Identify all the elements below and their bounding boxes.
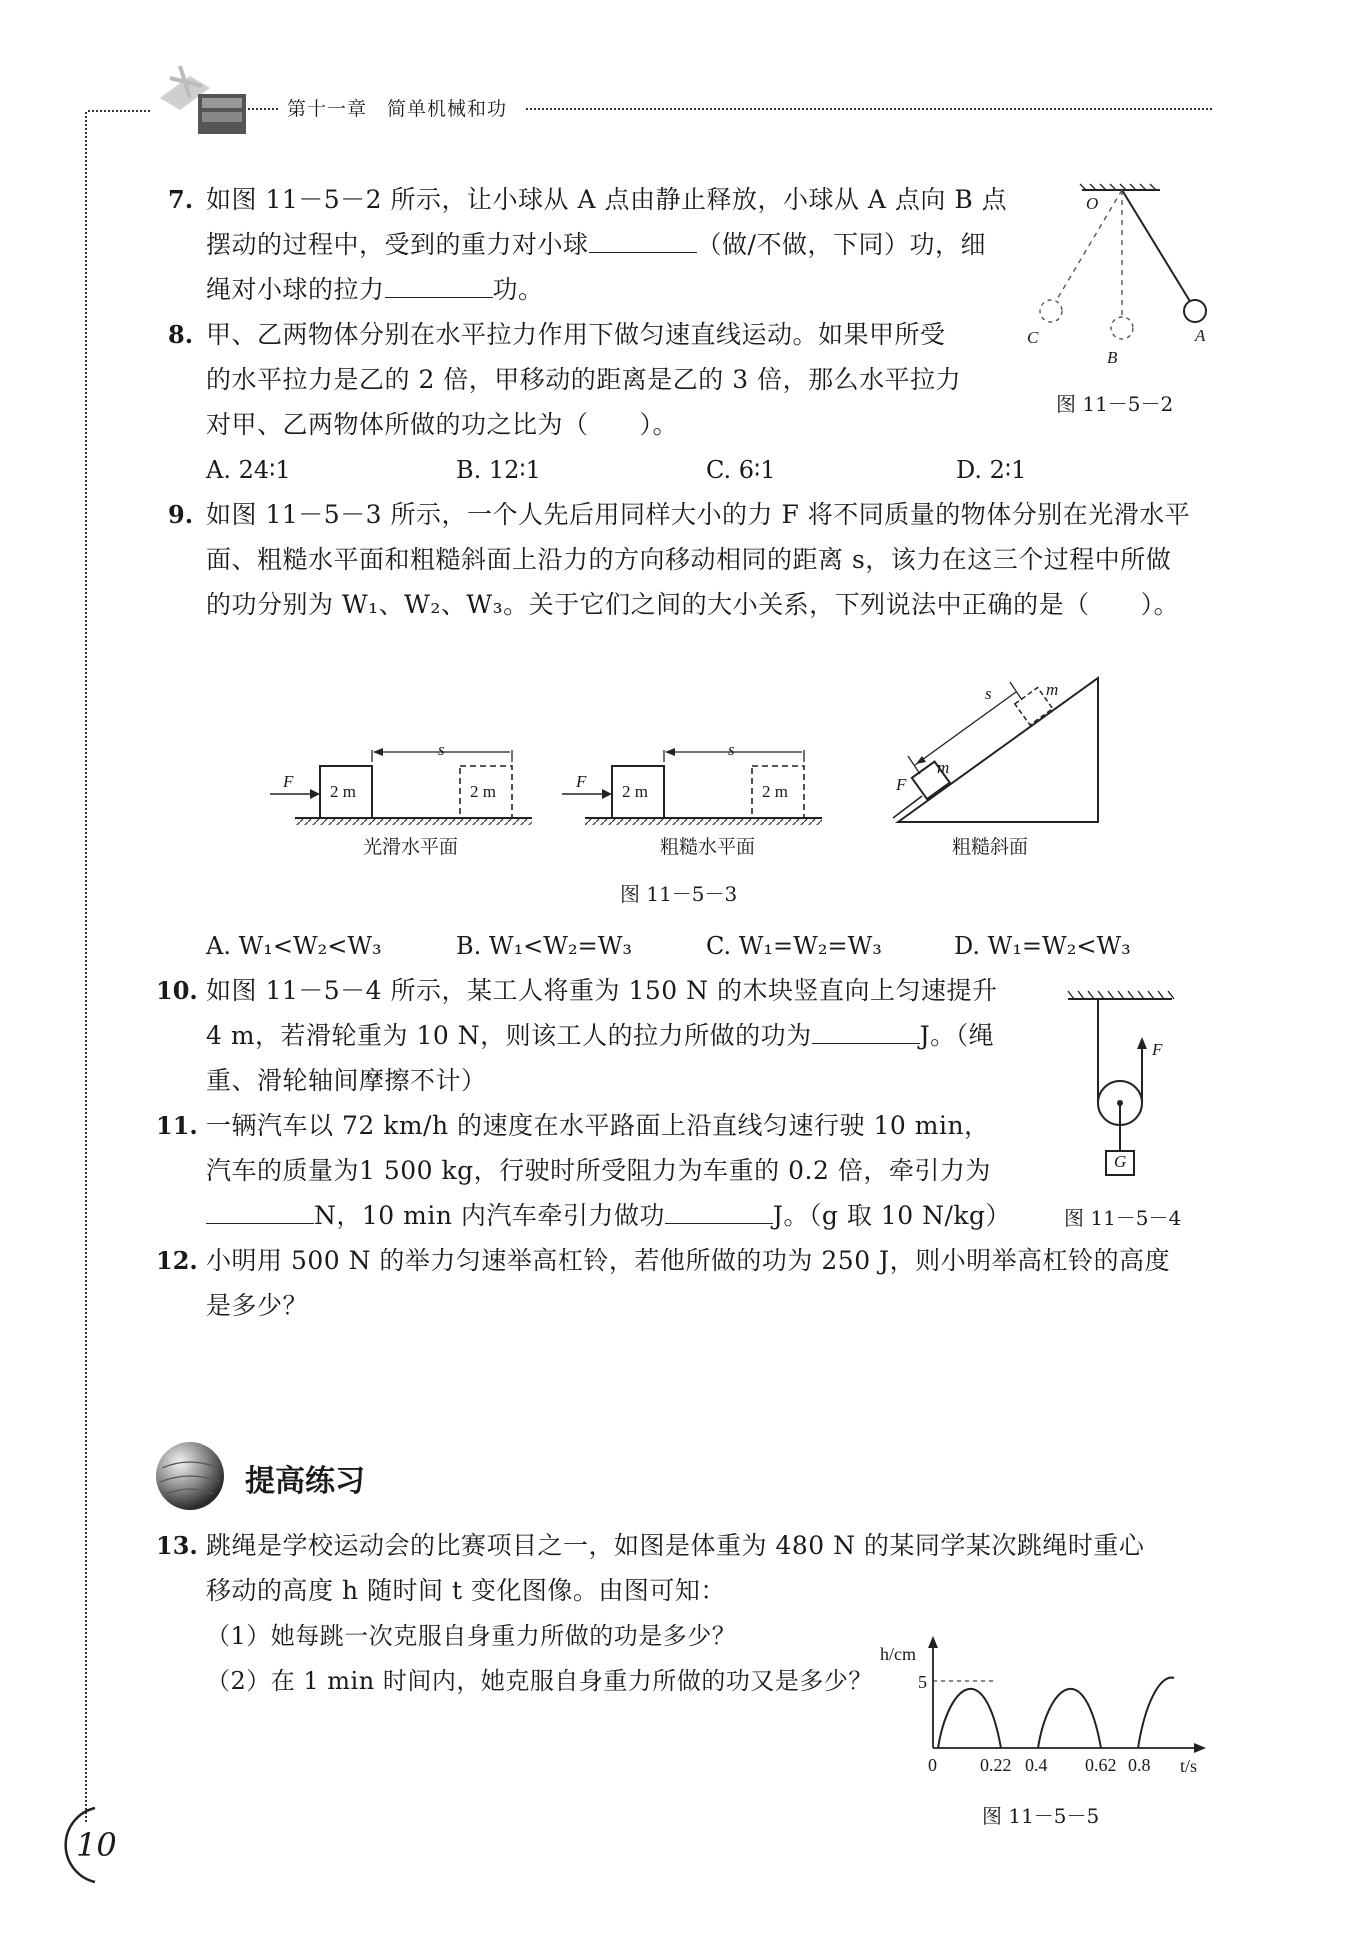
- label-c: C: [1027, 328, 1039, 347]
- option-a[interactable]: A. 24∶1: [206, 456, 291, 484]
- question-10-line-3: 重、滑轮轴间摩擦不计）: [206, 1066, 487, 1095]
- question-12-line-1: 小明用 500 N 的举力匀速举高杠铃，若他所做的功为 250 J，则小明举高杠铃的高度: [206, 1246, 1171, 1275]
- surface-label: 粗糙斜面: [952, 836, 1029, 858]
- option-c[interactable]: C. 6∶1: [706, 456, 776, 484]
- question-number: 12.: [156, 1246, 198, 1275]
- question-10-line-2: 4 m，若滑轮重为 10 N，则该工人的拉力所做的功为 J。（绳: [206, 1014, 994, 1058]
- question-9-line-3: 的功分别为 W₁、W₂、W₃。关于它们之间的大小关系，下列说法中正确的是（ ）。: [206, 590, 1180, 619]
- x-tick-label: 0.22: [980, 1755, 1012, 1775]
- question-9-line-1: 如图 11－5－3 所示，一个人先后用同样大小的力 F 将不同质量的物体分别在光滑水平: [206, 500, 1191, 529]
- question-number: 8.: [168, 320, 194, 349]
- question-10-line-1: 如图 11－5－4 所示，某工人将重为 150 N 的木块竖直向上匀速提升: [206, 976, 998, 1005]
- y-tick-label: 5: [918, 1672, 927, 1692]
- answer-blank[interactable]: [665, 1197, 773, 1224]
- header-rule-right: [526, 108, 1212, 110]
- figure-11-5-3: [260, 630, 1120, 830]
- figure-11-5-2: [1020, 180, 1220, 380]
- question-13-part-2: （2）在 1 min 时间内，她克服自身重力所做的功又是多少？: [206, 1667, 873, 1695]
- surface-label: 光滑水平面: [363, 836, 459, 858]
- question-11-line-3: N，10 min 内汽车牵引力做功 J。（g 取 10 N/kg）: [206, 1194, 1011, 1238]
- question-number: 7.: [168, 185, 194, 214]
- force-label: F: [896, 775, 907, 794]
- section-sphere-icon: [152, 1438, 228, 1514]
- question-number: 11.: [156, 1111, 198, 1140]
- mass-label: 2 m: [762, 782, 788, 801]
- margin-rule: [85, 112, 87, 1822]
- question-7-line-3: 绳对小球的拉力 功。: [206, 268, 544, 312]
- x-tick-label: 0.4: [1025, 1755, 1048, 1775]
- answer-blank[interactable]: [589, 226, 697, 253]
- figure-caption: 图 11－5－2: [1056, 392, 1174, 416]
- question-11-line-2: 汽车的质量为1 500 kg，行驶时所受阻力为车重的 0.2 倍，牵引力为: [206, 1156, 991, 1185]
- figure-caption: 图 11－5－5: [982, 1804, 1100, 1828]
- question-11-line-1: 一辆汽车以 72 km/h 的速度在水平路面上沿直线匀速行驶 10 min，: [206, 1111, 990, 1140]
- header-rule-left: [88, 110, 150, 114]
- question-8-line-2: 的水平拉力是乙的 2 倍，甲移动的距离是乙的 3 倍，那么水平拉力: [206, 365, 962, 394]
- figure-11-5-5: [900, 1628, 1220, 1798]
- force-label: F: [1152, 1040, 1163, 1059]
- option-d[interactable]: D. 2∶1: [956, 456, 1027, 484]
- question-13-line-2: 移动的高度 h 随时间 t 变化图像。由图可知：: [206, 1576, 726, 1605]
- question-number: 10.: [156, 976, 198, 1005]
- question-number: 13.: [156, 1531, 198, 1560]
- question-13-line-1: 跳绳是学校运动会的比赛项目之一，如图是体重为 480 N 的某同学某次跳绳时重心: [206, 1531, 1145, 1560]
- string-a: [1122, 190, 1191, 303]
- distance-label: s: [728, 740, 735, 759]
- question-13-part-1: （1）她每跳一次克服自身重力所做的功是多少？: [206, 1622, 737, 1650]
- x-tick-label: 0.62: [1085, 1755, 1117, 1775]
- answer-blank[interactable]: [812, 1017, 920, 1044]
- mass-label: 2 m: [330, 782, 356, 801]
- option-d[interactable]: D. W₁=W₂<W₃: [954, 932, 1131, 960]
- mass-label: m: [937, 758, 950, 777]
- answer-blank[interactable]: [206, 1197, 314, 1224]
- answer-blank[interactable]: [385, 271, 493, 298]
- mass-label: m: [1046, 680, 1059, 699]
- page-number: 10: [76, 1826, 117, 1864]
- force-label: F: [576, 772, 587, 791]
- label-a: A: [1195, 326, 1206, 345]
- figure-11-5-4: [1060, 985, 1210, 1185]
- question-8-line-1: 甲、乙两物体分别在水平拉力作用下做匀速直线运动。如果甲所受: [206, 320, 946, 349]
- question-9-line-2: 面、粗糙水平面和粗糙斜面上沿力的方向移动相同的距离 s，该力在这三个过程中所做: [206, 545, 1172, 574]
- x-tick-label: 0.8: [1128, 1755, 1151, 1775]
- section-title: 提高练习: [245, 1464, 365, 1499]
- option-b[interactable]: B. W₁<W₂=W₃: [456, 932, 632, 960]
- question-7-line-1: 如图 11－5－2 所示，让小球从 A 点由静止释放，小球从 A 点向 B 点: [206, 185, 1008, 214]
- figure-caption: 图 11－5－4: [1064, 1206, 1182, 1230]
- surface-label: 粗糙水平面: [660, 836, 756, 858]
- option-a[interactable]: A. W₁<W₂<W₃: [206, 932, 382, 960]
- option-c[interactable]: C. W₁=W₂=W₃: [706, 932, 882, 960]
- label-b: B: [1107, 348, 1118, 367]
- header-dots: [248, 108, 278, 110]
- ball-a: [1184, 300, 1206, 322]
- mass-label: 2 m: [470, 782, 496, 801]
- distance-label: s: [438, 740, 445, 759]
- force-label: F: [283, 772, 294, 791]
- question-7-line-2: 摆动的过程中，受到的重力对小球 （做/不做，下同）功，细: [206, 223, 986, 267]
- option-b[interactable]: B. 12∶1: [456, 456, 541, 484]
- y-axis-label: h/cm: [880, 1644, 916, 1664]
- question-8-line-3: 对甲、乙两物体所做的功之比为（ ）。: [206, 410, 679, 439]
- x-axis-label: t/s: [1180, 1756, 1198, 1776]
- question-12-line-2: 是多少？: [206, 1291, 309, 1320]
- weight-label: G: [1114, 1152, 1127, 1171]
- origin-label: 0: [928, 1755, 937, 1775]
- chapter-title: 第十一章 简单机械和功: [287, 98, 508, 120]
- question-number: 9.: [168, 500, 194, 529]
- chapter-book-icon: [150, 58, 260, 148]
- figure-caption: 图 11－5－3: [620, 882, 738, 906]
- distance-label: s: [985, 684, 992, 703]
- mass-label: 2 m: [622, 782, 648, 801]
- label-o: O: [1086, 194, 1099, 213]
